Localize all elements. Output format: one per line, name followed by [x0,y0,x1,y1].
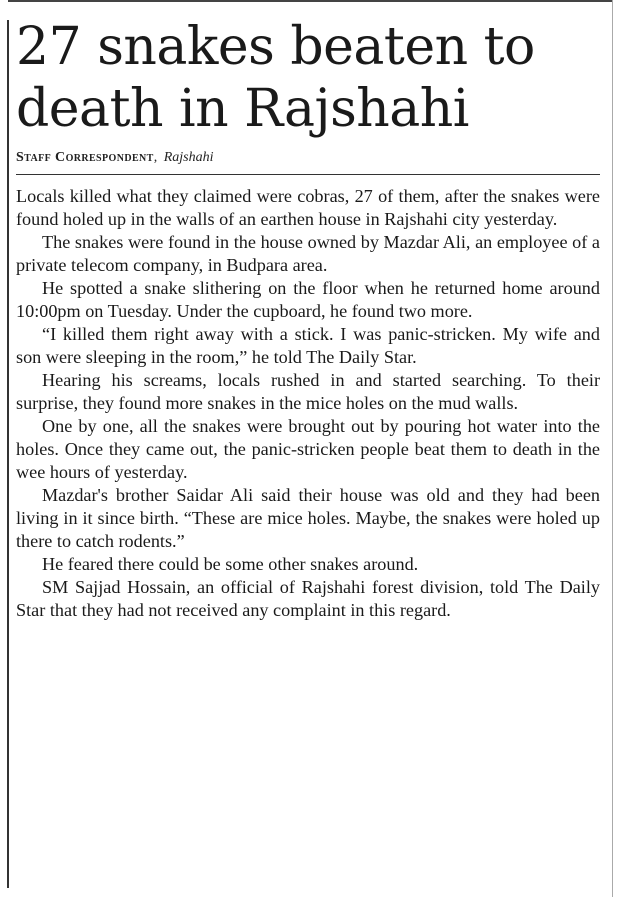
paragraph-8: He feared there could be some other snakes around. [42,554,419,574]
paragraph-2: The snakes were found in the house owned by Mazdar Ali, an employee of a private telecom company, in Budpara area. [16,232,600,275]
byline-separator: , [153,150,158,165]
news-article [16,16,600,622]
top-border-rule [8,0,613,2]
right-edge-rule [612,0,613,897]
paragraph-5: Hearing his screams, locals rushed in and started searching. To their surprise, they found more snakes in the mice holes on the mud walls. [16,370,600,413]
paragraph-4: “I killed them right away with a stick. I was panic-stricken. My wife and son were sleeping in the room,” he told The Daily Star. [16,324,600,367]
paragraph-3: He spotted a snake slithering on the floor when he returned home around 10:00pm on Tuesday. Under the cupboard, he found two more. [16,278,600,321]
article-body [16,185,600,622]
left-column-rule [7,20,9,888]
headline: 27 snakes beaten to death in Rajshahi [16,17,535,139]
paragraph-9: SM Sajjad Hossain, an official of Rajshahi forest division, told The Daily Star that they had not received any complaint in this regard. [16,577,600,620]
byline-place: Rajshahi [163,150,214,165]
byline [16,150,600,166]
paragraph-6: One by one, all the snakes were brought out by pouring hot water into the holes. Once they came out, the panic-stricken people beat them to death in the wee hours of yesterday. [16,416,600,482]
paragraph-1: Locals killed what they claimed were cobras, 27 of them, after the snakes were found holed up in the walls of an earthen house in Rajshahi city yesterday. [16,186,600,229]
byline-divider [16,174,600,175]
byline-author: Staff Correspondent [16,150,154,165]
paragraph-7: Mazdar's brother Saidar Ali said their house was old and they had been living in it since birth. “These are mice holes. Maybe, the snakes were holed up there to catch rodents.” [16,485,600,551]
